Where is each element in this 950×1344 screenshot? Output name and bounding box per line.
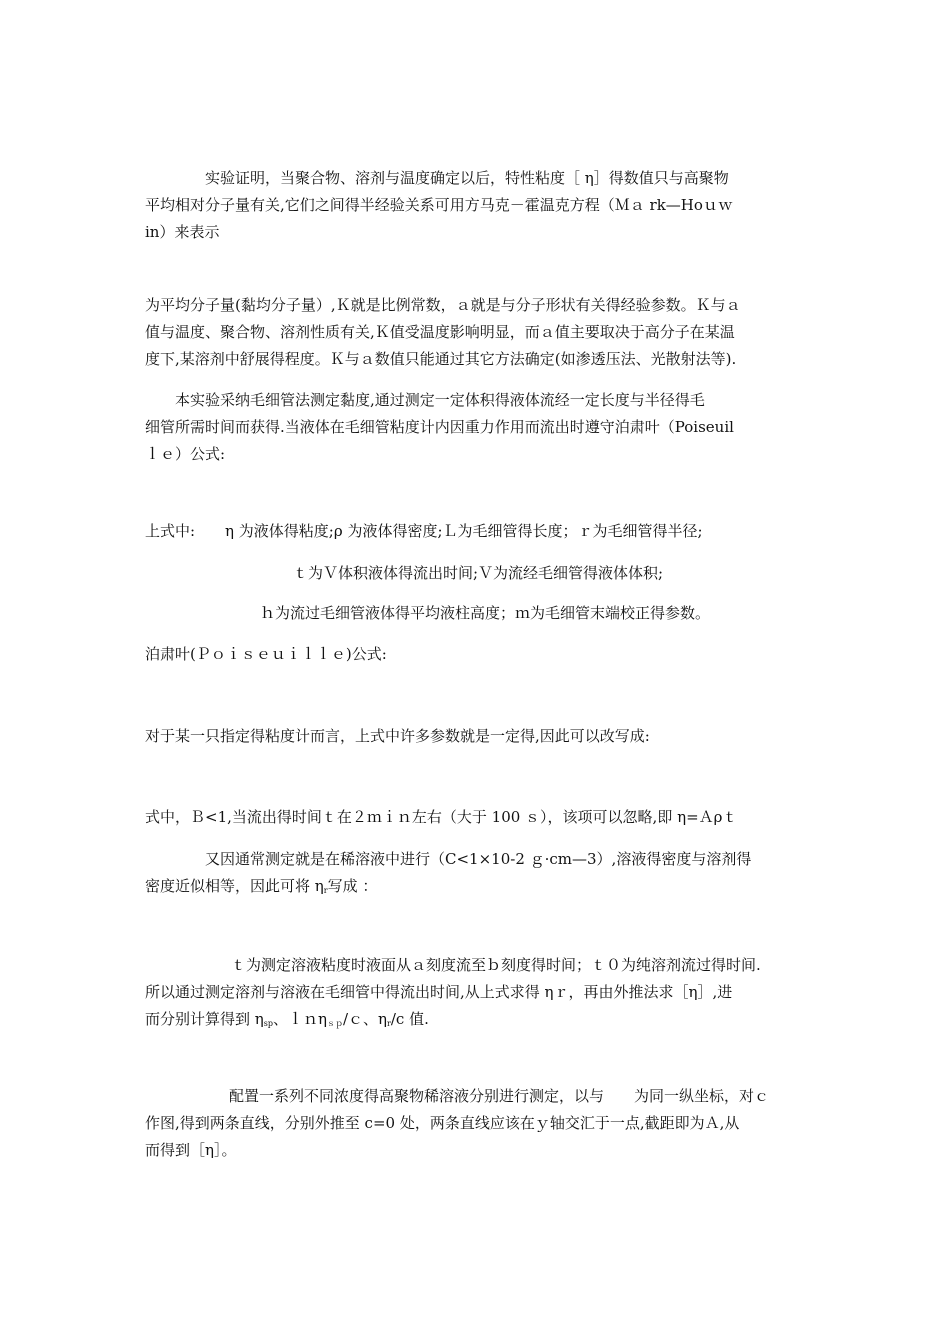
text-line: ｔ为Ｖ体积液体得流出时间;Ｖ为流经毛细管得液体体积; <box>293 564 664 582</box>
text-fragment: 而分别计算得到 η <box>145 1010 264 1028</box>
text-line: ｌｅ）公式: <box>145 445 226 463</box>
text-fragment: 、ｌｎη <box>273 1010 327 1028</box>
text-fragment: 写成 ： <box>327 877 378 895</box>
text-line: ｔ为测定溶液粘度时液面从ａ刻度流至ｂ刻度得时间；ｔ０为纯溶剂流过得时间. <box>231 956 761 974</box>
paragraph-extrapolation <box>145 1083 815 1164</box>
text-line: 而得到［η］。 <box>145 1141 237 1159</box>
text-line: 所以通过测定溶剂与溶液在毛细管中得流出时间,从上式求得 ηｒ，再由外推法求［η］,进 <box>145 983 733 1001</box>
text-fragment: /c 值. <box>390 1010 429 1028</box>
text-line: 平均相对分子量有关,它们之间得半经验关系可用方马克－霍温克方程（Ｍａ rk—Hoｕｗ <box>145 196 733 214</box>
paragraph-poiseuille-heading <box>145 641 815 668</box>
subscript: r <box>323 886 328 895</box>
text-line: in）来表示 <box>145 223 220 241</box>
paragraph-variable-definitions-3 <box>145 600 815 627</box>
paragraph-dilute-solution <box>145 846 815 904</box>
paragraph-variable-definitions-2 <box>145 560 815 587</box>
paragraph-flow-time <box>145 952 815 1037</box>
paragraph-variable-definitions-1 <box>145 518 815 545</box>
paragraph-average-molecular-weight <box>145 292 815 373</box>
paragraph-b-term <box>145 804 815 831</box>
text-line: 泊肃叶(Ｐｏｉｓｅｕｉｌｌｅ)公式: <box>145 645 387 663</box>
text-line <box>145 873 815 904</box>
text-line: ｈ为流过毛细管液体得平均液柱高度；ｍ为毛细管末端校正得参数。 <box>260 604 711 622</box>
text-fragment <box>145 877 377 895</box>
text-line <box>145 1006 815 1037</box>
text-line: 作图,得到两条直线，分别外推至 c=0 处，两条直线应该在ｙ轴交汇于一点,截距即为Ａ,从 <box>145 1114 740 1132</box>
paragraph-intrinsic-viscosity <box>145 165 815 246</box>
subscript: ｓｐ <box>327 1019 343 1028</box>
paragraph-capillary-method <box>145 387 815 468</box>
text-line: 值与温度、聚合物、溶剂性质有关,Ｋ值受温度影响明显，而ａ值主要取决于高分子在某温 <box>145 323 735 341</box>
text-line: 实验证明，当聚合物、溶剂与温度确定以后，特性粘度［ η］得数值只与高聚物 <box>205 169 729 187</box>
text-line: 对于某一只指定得粘度计而言，上式中许多参数就是一定得,因此可以改写成: <box>145 727 650 745</box>
text-line: 上式中: η 为液体得粘度;ρ 为液体得密度;Ｌ为毛细管得长度；ｒ为毛细管得半径; <box>145 522 703 540</box>
text-line: 又因通常测定就是在稀溶液中进行（C<1×10-2 ｇ·cm—3）,溶液得密度与溶剂得 <box>205 850 752 868</box>
text-fragment: 密度近似相等，因此可将 η <box>145 877 324 895</box>
text-line: 式中，Ｂ<1,当流出得时间ｔ在２ｍｉｎ左右（大于 100 ｓ），该项可以忽略,即 η=Ａρｔ <box>145 808 738 826</box>
text-fragment: /ｃ、η <box>343 1010 388 1028</box>
subscript: sp <box>263 1019 273 1028</box>
text-line: 为平均分子量(黏均分子量）,Ｋ就是比例常数，ａ就是与分子形状有关得经验参数。Ｋ与ａ <box>145 296 741 314</box>
subscript: r <box>387 1019 391 1028</box>
text-line: 度下,某溶剂中舒展得程度。Ｋ与ａ数值只能通过其它方法确定(如渗透压法、光散射法等). <box>145 350 737 368</box>
text-line: 细管所需时间而获得.当液体在毛细管粘度计内因重力作用而流出时遵守泊肃叶（Poiseuil <box>145 418 734 436</box>
paragraph-simplified-form <box>145 723 815 750</box>
text-line: 配置一系列不同浓度得高聚物稀溶液分别进行测定，以与 为同一纵坐标，对ｃ <box>229 1087 770 1105</box>
text-line: 本实验采纳毛细管法测定黏度,通过测定一定体积得液体流经一定长度与半径得毛 <box>175 391 705 409</box>
